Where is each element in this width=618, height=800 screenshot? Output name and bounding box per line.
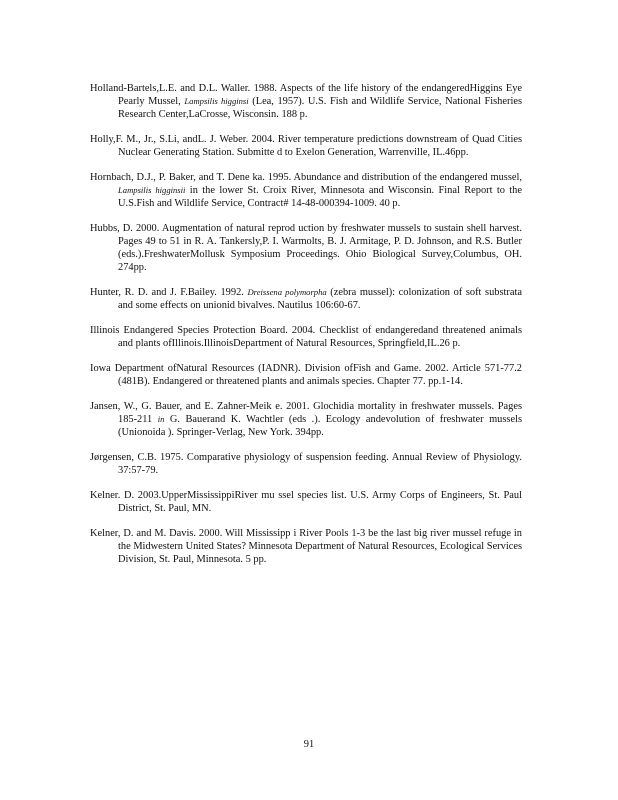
italic-text: Lampsilis higginsii (118, 185, 186, 195)
reference-list (90, 82, 522, 578)
reference-entry (90, 286, 522, 312)
reference-text: in the lower St. Croix River, Minnesota and Wisconsin. Final Report to the U.S.Fish and Wildlife Service, Contract# 14-48-000394-1009. 40 p. (118, 185, 522, 209)
reference-text: Holly,F. M., Jr., S.Li, andL. J. Weber. 2004. River temperature predictions downstream of Quad Cities Nuclear Generating Station. Submitte d to Exelon Generation, Warrenville, IL.46pp. (90, 134, 522, 158)
reference-text: Hunter, R. D. and J. F.Bailey. 1992. (90, 287, 248, 298)
reference-text: Iowa Department ofNatural Resources (IADNR). Division ofFish and Game. 2002. Article 571-77.2 (481B). Endangered or threatened plants and animals species. Chapter 77. pp.1-14. (90, 363, 522, 387)
reference-text: Holland-Bartels,L.E. and D.L. Waller. 1988. Aspects of the life history of the endangeredHiggins Eye Pearly Mussel, (90, 83, 522, 107)
reference-entry (90, 324, 522, 350)
reference-entry (90, 451, 522, 477)
reference-text: G. Bauerand K. Wachtler (eds .). Ecology andevolution of freshwater mussels (Unionoida ). Springer-Verlag, New York. 394pp. (118, 414, 522, 438)
reference-entry (90, 133, 522, 159)
reference-entry (90, 82, 522, 121)
reference-text: (Lea, 1957). U.S. Fish and Wildlife Service, National Fisheries Research Center,LaCrosse, Wisconsin. 188 p. (118, 96, 522, 120)
reference-entry (90, 527, 522, 566)
reference-entry (90, 362, 522, 388)
reference-entry (90, 171, 522, 210)
reference-text: Kelner, D. and M. Davis. 2000. Will Mississipp i River Pools 1-3 be the last big river mussel refuge in the Midwestern United States? Minnesota Department of Natural Resources, Ecological Services Division, St. Paul, Minnesota. 5 pp. (90, 528, 522, 565)
reference-entry (90, 489, 522, 515)
italic-text: Dreissena polymorpha (247, 287, 327, 297)
reference-text: Jørgensen, C.B. 1975. Comparative physiology of suspension feeding. Annual Review of Physiology. 37:57-79. (90, 452, 522, 476)
italic-text: Lampsilis higginsi (184, 96, 249, 106)
reference-entry (90, 222, 522, 274)
reference-text: Illinois Endangered Species Protection Board. 2004. Checklist of endangeredand threatened animals and plants ofIllinois.IllinoisDepartment of Natural Resources, Springfield,IL.26 p. (90, 325, 522, 349)
reference-text: Kelner. D. 2003.UpperMississippiRiver mu ssel species list. U.S. Army Corps of Engineers, St. Paul District, St. Paul, MN. (90, 490, 522, 514)
reference-entry (90, 400, 522, 439)
italic-text: in (157, 414, 165, 424)
reference-text: (zebra mussel): colonization of soft substrata and some effects on unionid bivalves. Nautilus 106:60-67. (118, 287, 522, 311)
reference-text: Hornbach, D.J., P. Baker, and T. Dene ka. 1995. Abundance and distribution of the endangered mussel, (90, 172, 522, 183)
page-number: 91 (303, 739, 315, 750)
reference-text: Hubbs, D. 2000. Augmentation of natural reprod uction by freshwater mussels to sustain shell harvest. Pages 49 to 51 in R. A. Tankersly,P. I. Warmolts, B. J. Armitage, P. D. Johnson, and R.S. Butler (eds.).FreshwaterMollusk Symposium Proceedings. Ohio Biological Survey,Columbus, OH. 274pp. (90, 223, 522, 273)
reference-text: Jansen, W., G. Bauer, and E. Zahner-Meik e. 2001. Glochidia mortality in freshwater mussels. Pages 185-211 (90, 401, 522, 425)
